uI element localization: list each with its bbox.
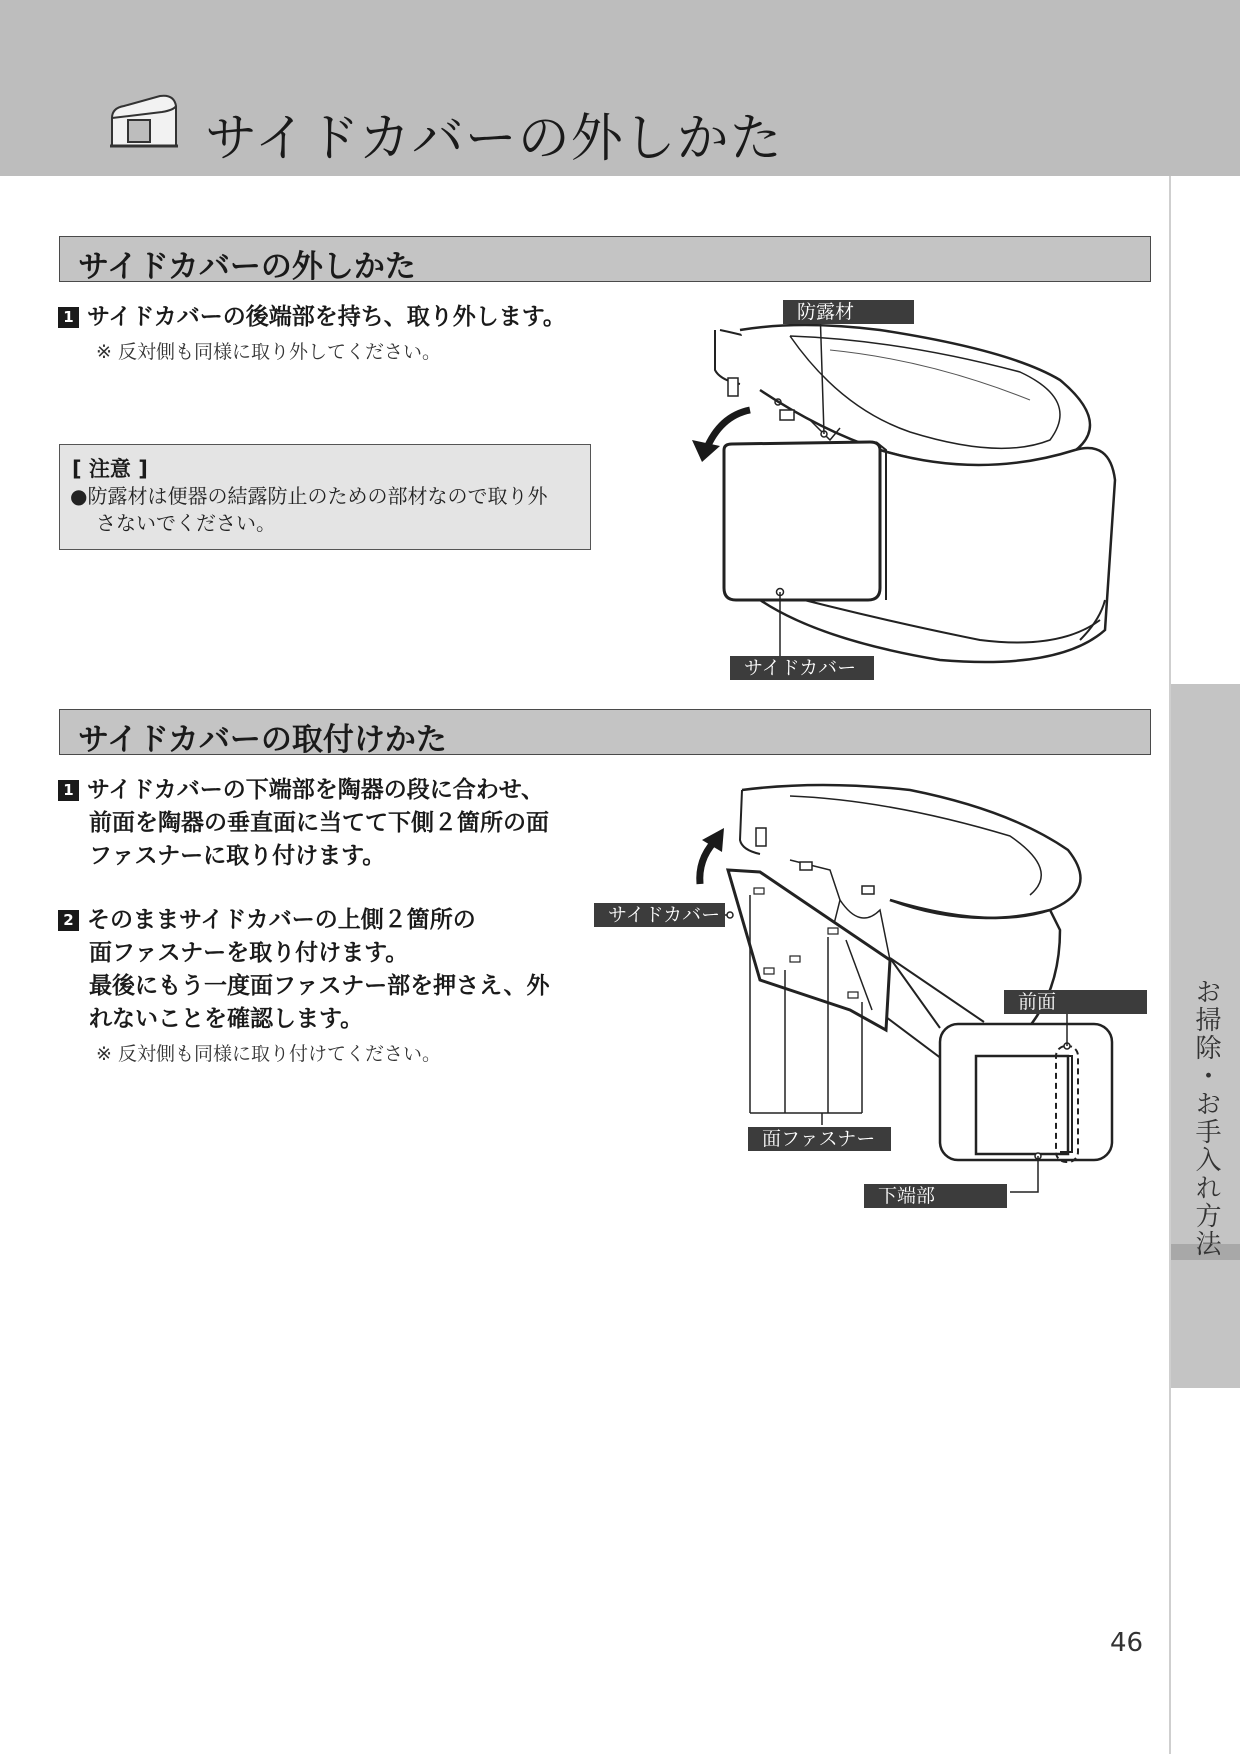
remove-illustration <box>680 300 1140 680</box>
attach-note: ※ 反対側も同様に取り付けてください。 <box>96 1043 441 1065</box>
section-heading-attach <box>59 709 1151 758</box>
step-text-line-2: 面ファスナーを取り付けます。 <box>89 940 409 966</box>
step-text-line-1: サイドカバーの下端部を陶器の段に合わせ、 <box>87 777 545 803</box>
label-fastener: 面ファスナー <box>748 1127 891 1151</box>
step-text-line-3: ファスナーに取り付けます。 <box>89 843 386 869</box>
step-number: 1 <box>58 307 79 328</box>
step-text-line-1: そのままサイドカバーの上側２箇所の <box>87 907 476 933</box>
step-number: 2 <box>58 910 79 931</box>
step-number: 1 <box>58 780 79 801</box>
step-text-line-2: 前面を陶器の垂直面に当てて下側２箇所の面 <box>89 810 549 836</box>
toilet-icon <box>108 88 180 154</box>
label-front: 前面 <box>1004 990 1147 1014</box>
label-side-cover-2: サイドカバー <box>594 903 725 927</box>
bullet-icon: ● <box>70 484 88 508</box>
page-title: サイドカバーの外しかた <box>205 109 783 169</box>
label-insulation: 防露材 <box>783 300 914 324</box>
remove-note: ※ 反対側も同様に取り外してください。 <box>96 341 441 363</box>
side-tab-lower <box>1171 1260 1240 1388</box>
step-text-line-3: 最後にもう一度面ファスナー部を押さえ、外 <box>89 973 550 999</box>
attach-step-1 <box>58 774 549 873</box>
page-number: 46 <box>1110 1628 1144 1658</box>
step-text-line-4: れないことを確認します。 <box>89 1006 364 1032</box>
label-bottom-edge: 下端部 <box>864 1184 1007 1208</box>
section-heading-text: サイドカバーの取付けかた <box>78 722 447 758</box>
remove-step-1 <box>58 301 566 334</box>
caution-title: [ 注意 ] <box>72 457 148 481</box>
caution-text <box>70 483 575 537</box>
section-heading-text: サイドカバーの外しかた <box>78 249 416 285</box>
attach-step-2 <box>58 904 549 1036</box>
section-heading-remove <box>59 236 1151 285</box>
caution-box <box>59 444 591 550</box>
label-side-cover: サイドカバー <box>730 656 874 680</box>
side-tab-label: お掃除・お手入れ方法 <box>1191 978 1221 1258</box>
caution-line-2: さないでください。 <box>96 511 276 535</box>
step-text: サイドカバーの後端部を持ち、取り外します。 <box>87 304 566 330</box>
caution-line-1: 防露材は便器の結露防止のための部材なので取り外 <box>87 484 548 508</box>
